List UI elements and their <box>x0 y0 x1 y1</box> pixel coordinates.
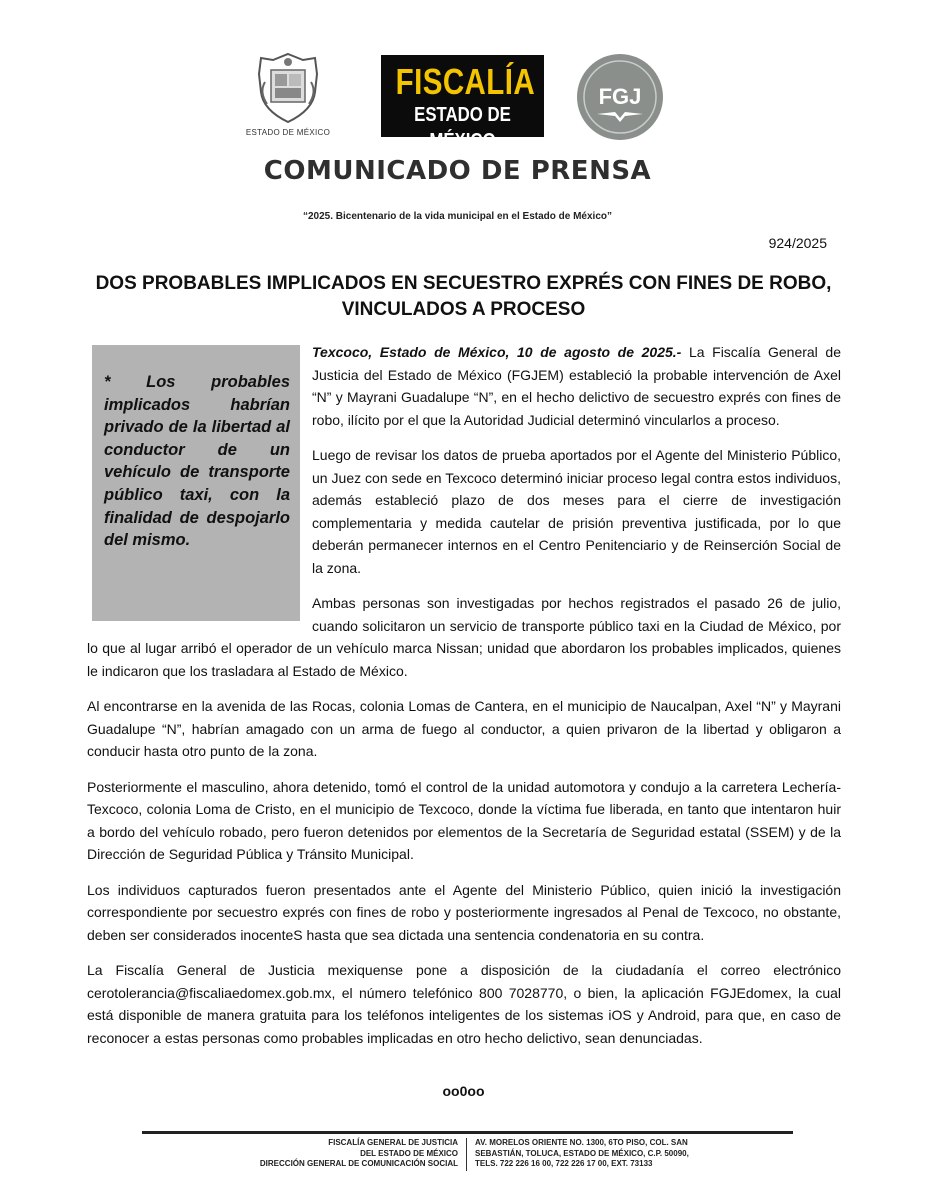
footer-right-line: TELS. 722 226 16 00, 722 226 17 00, EXT. 73133 <box>475 1159 653 1168</box>
seal-caption: ESTADO DE MÉXICO <box>245 128 331 137</box>
lead-text: La Fiscalía General de Justicia del Estado de México (FGJEM) estableció la probable intervención de Axel “N” y Mayrani Guadalupe “N”, en el hecho delictivo de secuestro exprés con fines de robo, ilícito por el que la Autoridad Judicial determinó vincularlos a proceso. <box>312 344 841 428</box>
summary-box-spacer <box>87 341 312 621</box>
summary-text: * Los probables implicados habrían privado de la libertad al conductor de un vehículo de transporte público taxi, con la finalidad de despojarlo del mismo. <box>104 373 290 550</box>
fiscalia-logo-line1: FISCALÍA <box>395 61 536 102</box>
article-paragraph: Posteriormente el masculino, ahora detenido, tomó el control de la unidad automotora y condujo a la carretera Lechería-Texcoco, colonia Loma de Cristo, en el municipio de Texcoco, donde la víctima fue liberada, en tanto que intentaron huir a bordo del vehículo robado, pero fueron detenidos por elementos de la Secretaría de Seguridad estatal (SSEM) y de la Dirección de Seguridad Pública y Tránsito Municipal. <box>87 778 841 862</box>
article-paragraph: Los individuos capturados fueron presentados ante el Agente del Ministerio Público, quien inició la investigación correspondiente por secuestro exprés con fines de robo y posteriormente ingresados al Penal de Texcoco, no obstante, deben ser considerados inocenteS hasta que sea dictada una sentencia condenatoria en su contra. <box>87 881 841 943</box>
coat-of-arms-icon <box>253 52 323 126</box>
closing-mark <box>0 1083 927 1099</box>
fgj-logo <box>575 52 665 142</box>
footer-institution <box>150 1138 458 1170</box>
dateline: Texcoco, Estado de México, 10 de agosto de 2025.- <box>312 344 682 360</box>
document-type-title: COMUNICADO DE PRENSA <box>263 156 652 186</box>
footer-left-line: DIRECCIÓN GENERAL DE COMUNICACIÓN SOCIAL <box>259 1159 458 1168</box>
fiscalia-logo <box>381 55 544 152</box>
estado-de-mexico-seal <box>232 52 344 144</box>
closing-mark-text: oo0oo <box>442 1083 485 1099</box>
slogan: “2025. Bicentenario de la vida municipal en el Estado de México” <box>303 211 612 222</box>
headline: DOS PROBABLES IMPLICADOS EN SECUESTRO EXPRÉS CON FINES DE ROBO, VINCULADOS A PROCESO <box>95 273 832 320</box>
article-paragraph: Al encontrarse en la avenida de las Rocas, colonia Lomas de Cantera, en el municipio de Naucalpan, Axel “N” y Mayrani Guadalupe “N”, habrían amagado con un arma de fuego al conductor, a quien privaron de la libertad y obligaron a conducir hasta otro punto de la zona. <box>87 698 841 759</box>
fgj-emblem-icon <box>575 52 665 142</box>
footer-left-line: DEL ESTADO DE MÉXICO <box>360 1148 458 1158</box>
fiscalia-logo-line2: ESTADO DE MÉXICO <box>414 104 511 152</box>
footer-separator <box>466 1138 467 1171</box>
document-number: 924/2025 <box>768 235 827 251</box>
article-paragraph: La Fiscalía General de Justicia mexiquense pone a disposición de la ciudadanía el correo electrónico cerotolerancia@fiscaliaedomex.gob.mx, el número telefónico 800 7028770, o bien, la aplicación FGJEdomex, la cual está disponible de manera gratuita para los teléfonos inteligentes de los sistemas iOS y Android, para que, en caso de reconocer a estas personas como probables implicadas en otro hecho delictivo, sean denunciadas. <box>87 962 841 1046</box>
footer-address <box>475 1138 795 1170</box>
article-body <box>87 341 841 1062</box>
footer-divider <box>142 1131 793 1134</box>
header-logos <box>0 52 927 152</box>
fgj-logo-text: FGJ <box>598 84 642 109</box>
article-paragraph: Ambas personas son investigadas por hechos registrados el pasado 26 de julio, cuando solicitaron un servicio de transporte público taxi en la Ciudad de México, por lo que al lugar arribó el operador de un vehículo marca Nissan; unidad que abordaron los probables implicados, quienes le indicaron que los trasladara al Estado de México. <box>87 595 841 679</box>
article-paragraph: Luego de revisar los datos de prueba aportados por el Agente del Ministerio Público, un Juez con sede en Texcoco determinó iniciar proceso legal contra estos individuos, además estableció plazo de dos meses para el cierre de investigación complementaria y medida cautelar de prisión preventiva justificada, por lo que deberán permanecer internos en el Centro Penitenciario y de Reinserción Social de la zona. <box>312 447 841 576</box>
footer-right-line: SEBASTIÁN, TOLUCA, ESTADO DE MÉXICO, C.P. 50090, <box>475 1148 689 1158</box>
footer-left-line: FISCALÍA GENERAL DE JUSTICIA <box>328 1138 458 1147</box>
footer-right-line: AV. MORELOS ORIENTE NO. 1300, 6TO PISO, COL. SAN <box>475 1138 688 1147</box>
